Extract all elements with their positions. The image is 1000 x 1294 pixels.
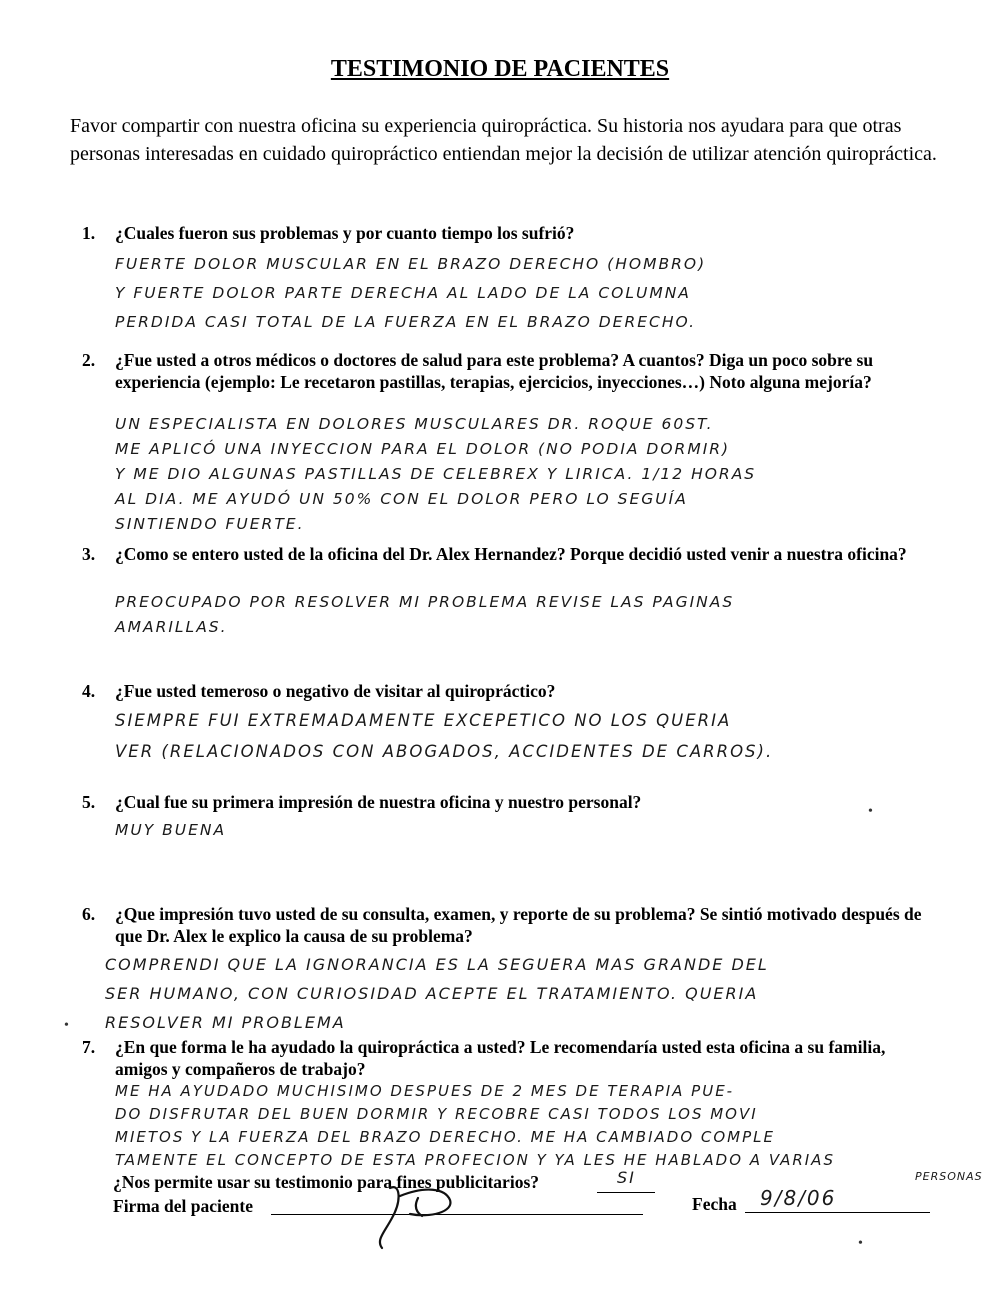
answer-line: SIEMPRE FUI EXTREMADAMENTE EXCEPETICO NO LOS QUERIA [115, 711, 732, 730]
answer-line: TAMENTE EL CONCEPTO DE ESTA PROFECION Y YA LES HE HABLADO A VARIAS [115, 1151, 835, 1169]
answer-6 [105, 950, 975, 1037]
answer-4 [115, 705, 985, 767]
question-number: 3. [82, 544, 96, 564]
answer-line: DO DISFRUTAR DEL BUEN DORMIR Y RECOBRE CASI TODOS LOS MOVI [115, 1105, 758, 1123]
date-value: 9/8/06 [760, 1186, 837, 1210]
answer-line: AL DIA. ME AYUDÓ UN 50% CON EL DOLOR PERO LO SEGUÍA [115, 490, 688, 508]
answer-line: COMPRENDI QUE LA IGNORANCIA ES LA SEGUERA MAS GRANDE DEL [105, 955, 769, 974]
question-number: 7. [82, 1037, 96, 1057]
answer-line: AMARILLAS. [115, 618, 228, 636]
answer-line: SINTIENDO FUERTE. [115, 515, 305, 533]
question-text: ¿Como se entero usted de la oficina del Dr. Alex Hernandez? Porque decidió usted venir a nuestra oficina? [115, 544, 907, 564]
question-number: 5. [82, 792, 96, 812]
question-6 [82, 903, 942, 947]
question-number: 4. [82, 681, 96, 701]
page-title: TESTIMONIO DE PACIENTES [330, 56, 670, 82]
patient-signature [370, 1178, 480, 1258]
answer-line: PERDIDA CASI TOTAL DE LA FUERZA EN EL BRAZO DERECHO. [115, 313, 697, 331]
scan-speck: • [868, 804, 873, 819]
answer-5 [115, 816, 985, 845]
question-3 [82, 543, 942, 565]
answer-7 [115, 1080, 985, 1172]
answer-2 [115, 412, 985, 537]
answer-line: RESOLVER MI PROBLEMA [105, 1013, 346, 1032]
permission-question: ¿Nos permite usar su testimonio para fines publicitarios? [113, 1172, 539, 1192]
answer-line: Y FUERTE DOLOR PARTE DERECHA AL LADO DE LA COLUMNA [115, 284, 691, 302]
question-4 [82, 680, 942, 702]
answer-1 [115, 250, 985, 337]
scan-speck: • [64, 1018, 69, 1033]
question-number: 6. [82, 904, 96, 924]
answer-line: VER (RELACIONADOS CON ABOGADOS, ACCIDENTES DE CARROS). [115, 742, 774, 761]
intro-paragraph: Favor compartir con nuestra oficina su experiencia quiropráctica. Su historia nos ayudara para que otras personas interesadas en cuidado quiropráctico entiendan mejor la decisión de utilizar atención quiropráctica. [70, 115, 937, 165]
answer-line: UN ESPECIALISTA EN DOLORES MUSCULARES DR. ROQUE 60ST. [115, 415, 714, 433]
question-number: 2. [82, 350, 96, 370]
question-7 [82, 1036, 942, 1080]
question-text: ¿Que impresión tuvo usted de su consulta, examen, y reporte de su problema? Se sintió motivado después de que Dr. Alex le explico la causa de su problema? [115, 904, 922, 946]
question-5 [82, 791, 942, 813]
answer-line: PREOCUPADO POR RESOLVER MI PROBLEMA REVISE LAS PAGINAS [115, 593, 735, 611]
permission-answer: SI [617, 1168, 636, 1187]
question-text: ¿En que forma le ha ayudado la quiropráctica a usted? Le recomendaría usted esta oficina a su familia, amigos y compañeros de trabajo? [115, 1037, 886, 1079]
date-line [745, 1212, 930, 1213]
answer-line: Y ME DIO ALGUNAS PASTILLAS DE CELEBREX Y LIRICA. 1/12 HORAS [115, 465, 757, 483]
question-text: ¿Fue usted temeroso o negativo de visitar al quiropráctico? [115, 681, 556, 701]
question-number: 1. [82, 223, 96, 243]
answer-line: SER HUMANO, CON CURIOSIDAD ACEPTE EL TRATAMIENTO. QUERIA [105, 984, 759, 1003]
question-text: ¿Cual fue su primera impresión de nuestra oficina y nuestro personal? [115, 792, 642, 812]
question-text: ¿Fue usted a otros médicos o doctores de salud para este problema? A cuantos? Diga un poco sobre su experiencia (ejemplo: Le recetaron pastillas, terapias, ejercicios, inyecciones…) Noto alguna mejoría? [115, 350, 874, 392]
answer-line: MUY BUENA [115, 821, 227, 839]
answer-line: ME HA AYUDADO MUCHISIMO DESPUES DE 2 MES DE TERAPIA PUE- [115, 1082, 735, 1100]
answer-3 [115, 590, 985, 640]
question-2 [82, 349, 942, 393]
answer-line: MIETOS Y LA FUERZA DEL BRAZO DERECHO. ME HA CAMBIADO COMPLE [115, 1128, 775, 1146]
signature-label: Firma del paciente [113, 1196, 253, 1216]
question-1 [82, 222, 942, 244]
question-text: ¿Cuales fueron sus problemas y por cuanto tiempo los sufrió? [115, 223, 575, 243]
scan-speck: • [858, 1236, 863, 1251]
answer-tail: PERSONAS [915, 1170, 983, 1183]
date-label: Fecha [692, 1194, 737, 1214]
answer-line: FUERTE DOLOR MUSCULAR EN EL BRAZO DERECHO (HOMBRO) [115, 255, 707, 273]
permission-answer-line [597, 1192, 655, 1193]
answer-line: ME APLICÓ UNA INYECCION PARA EL DOLOR (NO PODIA DORMIR) [115, 440, 731, 458]
